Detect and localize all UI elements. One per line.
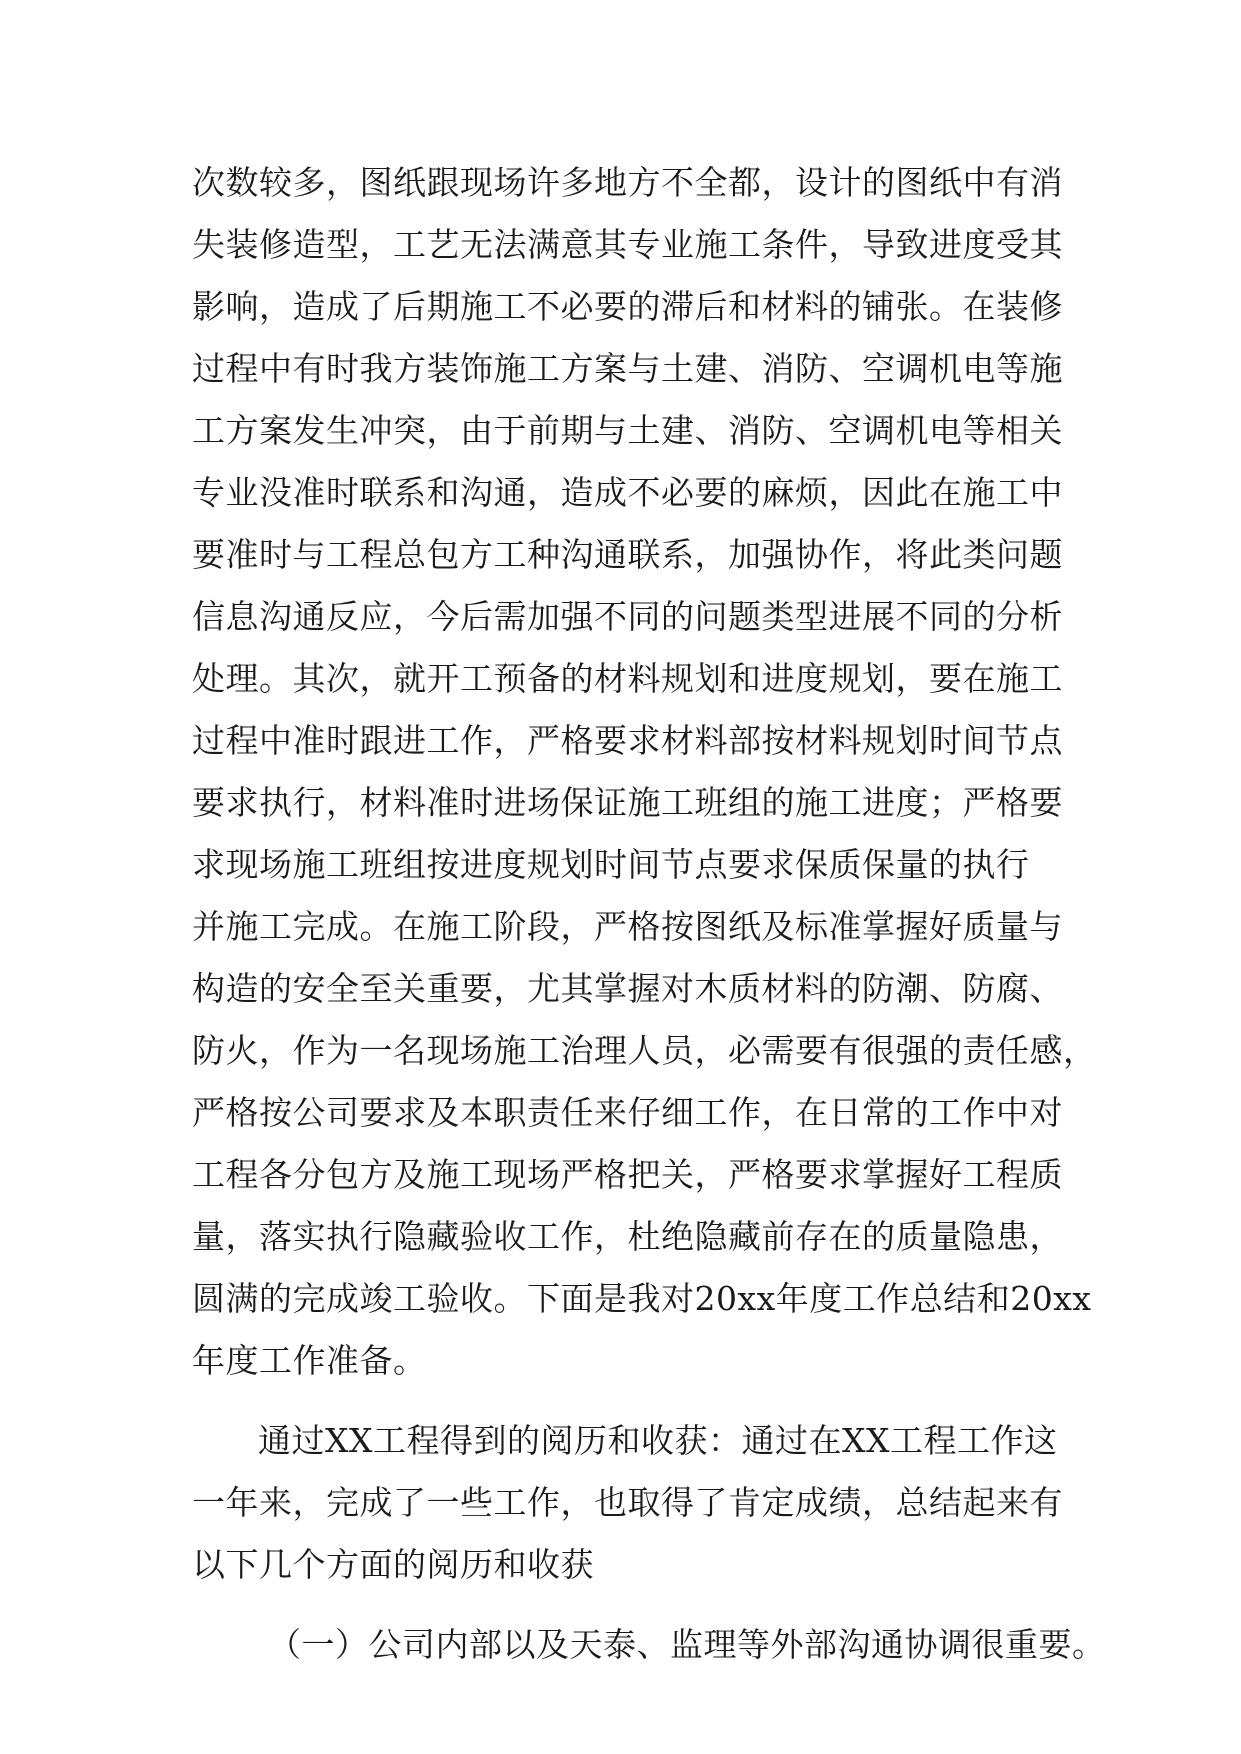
text-line: 专业没准时联系和沟通，造成不必要的麻烦，因此在施工中 <box>192 473 1063 512</box>
text-line: 失装修造型，工艺无法满意其专业施工条件，导致进度受其 <box>192 225 1063 264</box>
text-line: 工程各分包方及施工现场严格把关，严格要求掌握好工程质 <box>192 1155 1063 1194</box>
text-line: 过程中准时跟进工作，严格要求材料部按材料规划时间节点 <box>192 721 1063 760</box>
text-line: 求现场施工班组按进度规划时间节点要求保质保量的执行 <box>192 845 1030 884</box>
text-line: 过程中有时我方装饰施工方案与土建、消防、空调机电等施 <box>192 349 1063 388</box>
text-line: 并施工完成。在施工阶段，严格按图纸及标准掌握好质量与 <box>192 907 1063 946</box>
text-line: 一年来，完成了一些工作，也取得了肯定成绩，总结起来有 <box>192 1483 1063 1522</box>
text-line: 构造的安全至关重要，尤其掌握对木质材料的防潮、防腐、 <box>192 969 1063 1008</box>
text-line: 圆满的完成竣工验收。下面是我对20xx年度工作总结和20xx <box>192 1279 1092 1318</box>
text-line: 量，落实执行隐藏验收工作，杜绝隐藏前存在的质量隐患， <box>192 1217 1063 1256</box>
paragraph-3 <box>192 1614 1106 1676</box>
text-line: 信息沟通反应，今后需加强不同的问题类型进展不同的分析 <box>192 597 1063 636</box>
text-line: （一）公司内部以及天泰、监理等外部沟通协调很重要。 <box>268 1625 1106 1664</box>
text-line: 要准时与工程总包方工种沟通联系，加强协作，将此类问题 <box>192 535 1063 574</box>
text-line: 通过XX工程得到的阅历和收获：通过在XX工程工作这 <box>258 1421 1058 1460</box>
text-line: 次数较多，图纸跟现场许多地方不全都，设计的图纸中有消 <box>192 163 1063 202</box>
text-line: 要求执行，材料准时进场保证施工班组的施工进度；严格要 <box>192 783 1063 822</box>
text-line: 年度工作准备。 <box>192 1341 427 1380</box>
text-line: 严格按公司要求及本职责任来仔细工作，在日常的工作中对 <box>192 1093 1063 1132</box>
text-line: 影响，造成了后期施工不必要的滞后和材料的铺张。在装修 <box>192 287 1063 326</box>
text-line: 工方案发生冲突，由于前期与土建、消防、空调机电等相关 <box>192 411 1063 450</box>
paragraph-2 <box>192 1410 1072 1596</box>
document-body <box>192 152 1106 1676</box>
text-line: 防火，作为一名现场施工治理人员，必需要有很强的责任感， <box>192 1031 1097 1070</box>
text-line: 以下几个方面的阅历和收获 <box>192 1545 594 1584</box>
paragraph-1 <box>192 152 1097 1392</box>
text-line: 处理。其次，就开工预备的材料规划和进度规划，要在施工 <box>192 659 1063 698</box>
